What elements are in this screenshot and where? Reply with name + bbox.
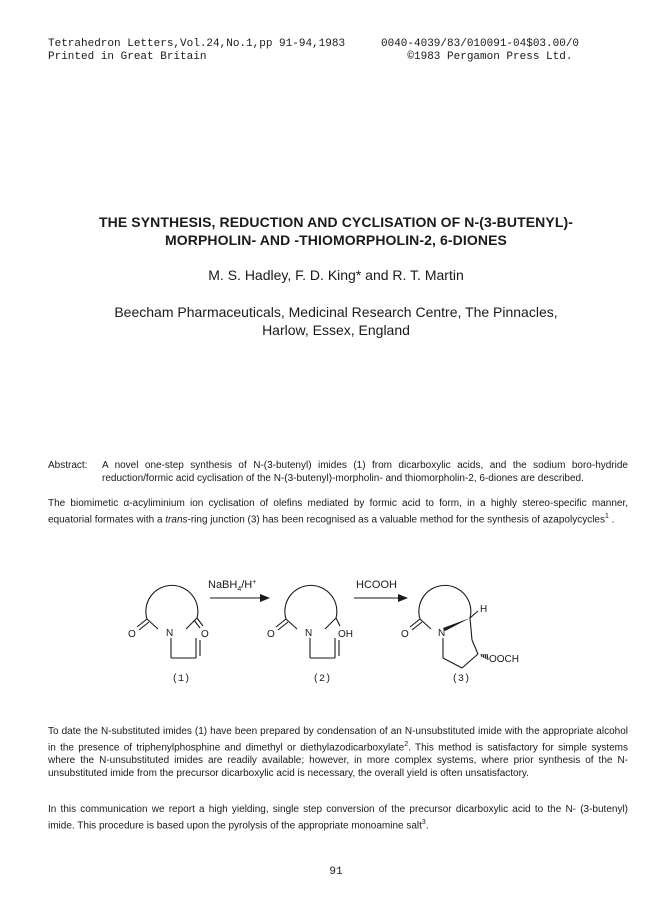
abstract xyxy=(48,459,628,485)
compound-1-n: N xyxy=(166,628,174,639)
intro-text-end: . xyxy=(608,514,615,526)
title-line-1: THE SYNTHESIS, REDUCTION AND CYCLISATION OF N-(3-BUTENYL)- xyxy=(98,214,574,230)
compound-3-n: N xyxy=(438,628,446,639)
affiliation-line-1: Beecham Pharmaceuticals, Medicinal Research Centre, The Pinnacles, xyxy=(114,304,558,320)
abstract-label: Abstract: xyxy=(48,460,88,471)
compound-2-o: O xyxy=(267,629,275,640)
compound-1-label: (1) xyxy=(172,674,191,685)
running-header-right xyxy=(381,38,579,64)
abstract-text: A novel one-step synthesis of N-(3-butenyl) imides (1) from dicarboxylic acids, and the sodium boro-hydride reduction/formic acid cyclisation of the N-(3-butenyl)-morpholin- and thiomorpholin-2, 6-diones are described. xyxy=(102,460,628,484)
reagent-nabh4: NaBH$_4$/H+ xyxy=(208,579,257,593)
running-header-left xyxy=(48,38,345,64)
this-work-text-a: In this communication we report a high yielding, single step conversion of the precursor dicarboxylic acid to the N- (3-butenyl) imide. This procedure is based upon the pyrolysis of the appropriate monoamine salt xyxy=(48,804,628,832)
reagent-hcooh: HCOOH xyxy=(356,579,397,591)
compound-2 xyxy=(267,585,353,685)
intro-text-a: The biomimetic xyxy=(48,498,124,509)
trans-italic: trans xyxy=(165,514,188,526)
intro-text-c: -ring junction (3) has been recognised as a valuable method for the synthesis of azapolycycles xyxy=(187,514,605,526)
compound-3-h: H xyxy=(480,604,488,615)
copyright: ©1983 Pergamon Press Ltd. xyxy=(407,51,573,63)
paragraph-prior-methods xyxy=(48,725,628,780)
compound-1-o-right: O xyxy=(201,629,209,640)
reaction-arrow-2 xyxy=(354,579,408,602)
compound-1 xyxy=(128,585,209,685)
affiliation-line-2: Harlow, Essex, England xyxy=(262,322,410,338)
reference-2: 2 xyxy=(404,741,409,748)
paragraph-intro xyxy=(48,497,628,526)
compound-2-oh: OH xyxy=(338,629,353,640)
journal-citation: Tetrahedron Letters,Vol.24,No.1,pp 91-94,1983 xyxy=(48,38,346,50)
compound-1-o-left: O xyxy=(128,629,136,640)
reference-1: 1 xyxy=(604,513,609,520)
this-work-text-b: . xyxy=(425,820,429,832)
reference-3: 3 xyxy=(421,819,426,826)
compound-2-label: (2) xyxy=(313,674,332,685)
compound-3-o: O xyxy=(401,629,409,640)
prior-methods-text-b: . This method is satisfactory for simple systems where the N-unsubstituted imides are readily available; however, in more complex systems, where prior synthesis of the N-unsubstituted imide from the precursor dicarboxylic acid is necessary, the overall yield is often unsatisfactory. xyxy=(48,742,628,780)
compound-3-label: (3) xyxy=(452,674,471,685)
article-title xyxy=(40,213,632,249)
prior-methods-text-a: To date the N-substituted imides (1) have been prepared by condensation of an N-unsubstituted imide with the appropriate alcohol in the presence of triphenylphosphine and dimethyl or diethylazodicarboxylate xyxy=(48,726,628,754)
paragraph-this-work xyxy=(48,803,628,832)
title-line-2: MORPHOLIN- AND -THIOMORPHOLIN-2, 6-DIONES xyxy=(165,232,507,248)
page-number: 91 xyxy=(329,866,343,878)
compound-3 xyxy=(401,585,519,685)
printed-in: Printed in Great Britain xyxy=(48,51,207,63)
affiliation xyxy=(40,303,632,339)
author-list: M. S. Hadley, F. D. King* and R. T. Martin xyxy=(208,267,464,283)
article-code: 0040-4039/83/010091-04$03.00/0 xyxy=(381,38,580,50)
reaction-arrow-1 xyxy=(208,579,270,602)
reaction-scheme xyxy=(100,574,570,724)
compound-3-ooch: OOCH xyxy=(489,654,519,665)
intro-text-b: -acyliminium ion cyclisation of olefins mediated by formic acid to form, in a highly stereo-specific manner, equatorial formates with a xyxy=(48,498,629,526)
compound-2-n: N xyxy=(305,628,313,639)
alpha-symbol: α xyxy=(123,498,130,509)
